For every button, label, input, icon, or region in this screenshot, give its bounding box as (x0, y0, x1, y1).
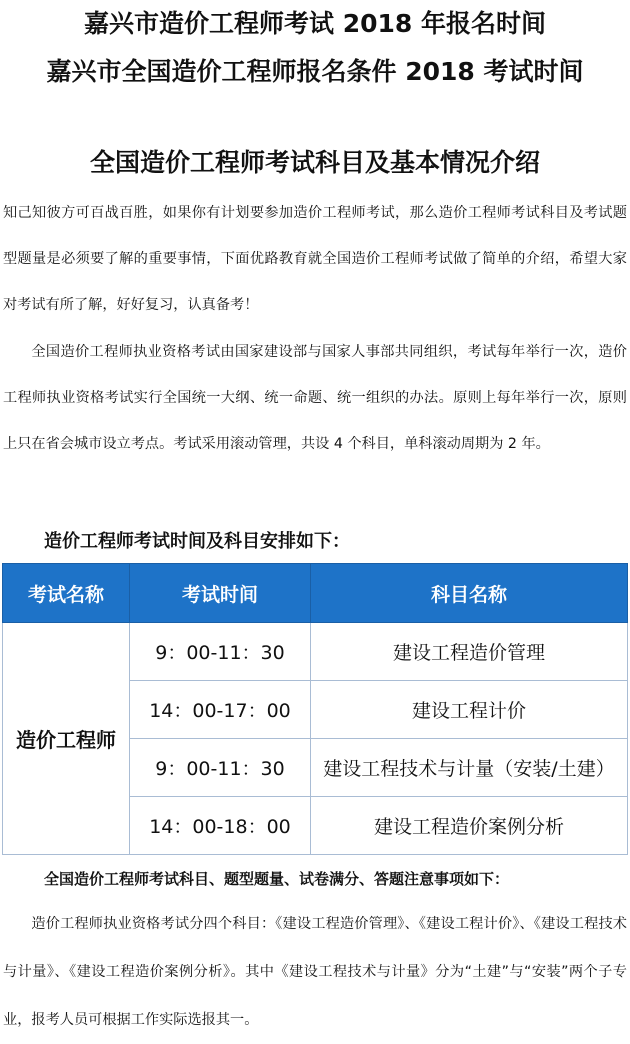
subject-cell: 建设工程技术与计量（安装/土建） (311, 739, 628, 797)
overview-paragraph: 全国造价工程师执业资格考试由国家建设部与国家人事部共同组织，考试每年举行一次，造价工程师执业资格考试实行全国统一大纲、统一命题、统一组织的办法。原则上每年举行一次，原则上只在省会城市设立考点。考试采用滚动管理，共设 4 个科目，单科滚动周期为 2 年。 (3, 344, 627, 452)
header-exam-time: 考试时间 (130, 564, 311, 623)
table-header-row (3, 564, 628, 623)
exam-schedule-table (2, 563, 628, 855)
subjects-heading: 全国造价工程师考试科目、题型题量、试卷满分、答题注意事项如下： (44, 870, 510, 888)
header-subject-name: 科目名称 (311, 564, 628, 623)
header-exam-name: 考试名称 (3, 564, 130, 623)
subject-cell: 建设工程计价 (311, 681, 628, 739)
exam-name-cell: 造价工程师 (3, 623, 130, 855)
time-cell: 14：00-18：00 (130, 797, 311, 855)
table-row (3, 623, 628, 681)
subject-cell: 建设工程造价管理 (311, 623, 628, 681)
time-cell: 14：00-17：00 (130, 681, 311, 739)
schedule-heading: 造价工程师考试时间及科目安排如下： (44, 531, 350, 552)
time-cell: 9：00-11：30 (130, 739, 311, 797)
main-title-line-1: 嘉兴市造价工程师考试 2018 年报名时间 (84, 9, 546, 38)
time-cell: 9：00-11：30 (130, 623, 311, 681)
intro-paragraph: 知己知彼方可百战百胜，如果你有计划要参加造价工程师考试，那么造价工程师考试科目及考试题型题量是必须要了解的重要事情，下面优路教育就全国造价工程师考试做了简单的介绍，希望大家对考试有所了解，好好复习，认真备考！ (3, 205, 627, 313)
subjects-paragraph: 造价工程师执业资格考试分四个科目：《建设工程造价管理》、《建设工程计价》、《建设工程技术与计量》、《建设工程造价案例分析》。其中《建设工程技术与计量》分为“土建”与“安装”两个子专业，报考人员可根据工作实际选报其一。 (3, 916, 627, 1028)
subject-cell: 建设工程造价案例分析 (311, 797, 628, 855)
main-title-line-2: 嘉兴市全国造价工程师报名条件 2018 考试时间 (46, 57, 584, 86)
section-title: 全国造价工程师考试科目及基本情况介绍 (89, 148, 540, 177)
